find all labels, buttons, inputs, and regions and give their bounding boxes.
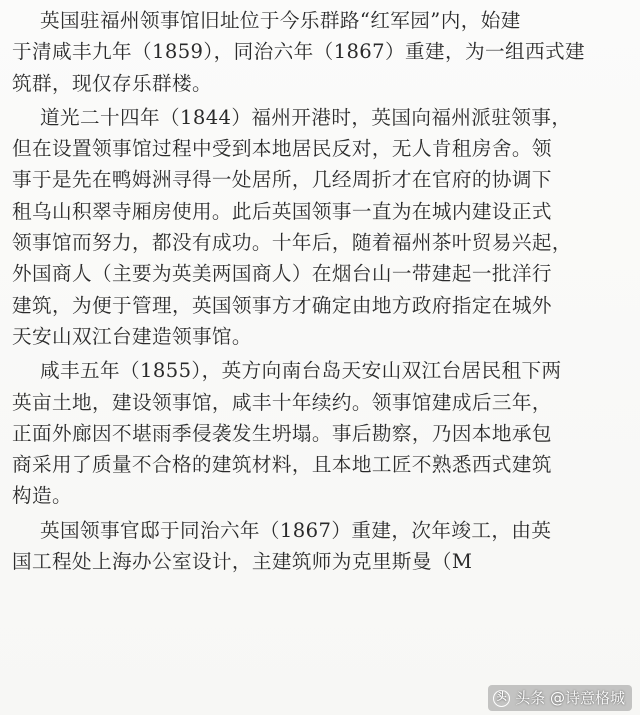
text-line: 天安山双江台建造领事馆。 <box>12 324 252 348</box>
article-body <box>12 5 628 577</box>
text-line: 英国领事官邸于同治六年（1867）重建，次年竣工，由英 <box>40 518 552 542</box>
watermark-text: 头条 @诗意格城 <box>515 689 625 707</box>
text-line: 领事馆而努力，都没有成功。十年后，随着福州茶叶贸易兴起， <box>12 231 572 255</box>
text-line: 筑群，现仅存乐群楼。 <box>12 71 212 95</box>
text-line: 商采用了质量不合格的建筑材料，且本地工匠不熟悉西式建筑 <box>12 453 552 477</box>
source-watermark <box>488 685 632 711</box>
text-line: 外国商人（主要为英美两国商人）在烟台山一带建起一批洋行 <box>12 262 552 286</box>
text-line: 于清咸丰九年（1859），同治六年（1867）重建，为一组西式建 <box>12 40 585 64</box>
text-line: 正面外廊因不堪雨季侵袭发生坍塌。事后勘察，乃因本地承包 <box>12 421 552 445</box>
text-line: 英亩土地，建设领事馆，咸丰十年续约。领事馆建成后三年， <box>12 390 552 414</box>
text-line: 英国驻福州领事馆旧址位于今乐群路“红军园”内，始建 <box>40 9 521 32</box>
text-line: 咸丰五年（1855），英方向南台岛天安山双江台居民租下两 <box>40 359 562 383</box>
text-line: 道光二十四年（1844）福州开港时，英国向福州派驻领事， <box>40 105 572 129</box>
text-line: 租乌山积翠寺厢房使用。此后英国领事一直为在城内建设正式 <box>12 199 552 223</box>
text-line: 事于是先在鸭姆洲寻得一处居所，几经周折才在官府的协调下 <box>12 168 552 192</box>
toutiao-logo-icon: 头 <box>493 690 510 707</box>
text-line: 构造。 <box>12 484 72 508</box>
text-line: 但在设置领事馆过程中受到本地居民反对，无人肯租房舍。领 <box>12 137 552 161</box>
text-line: 国工程处上海办公室设计，主建筑师为克里斯曼（M <box>12 550 473 574</box>
text-line: 建筑，为便于管理，英国领事方才确定由地方政府指定在城外 <box>12 293 552 317</box>
